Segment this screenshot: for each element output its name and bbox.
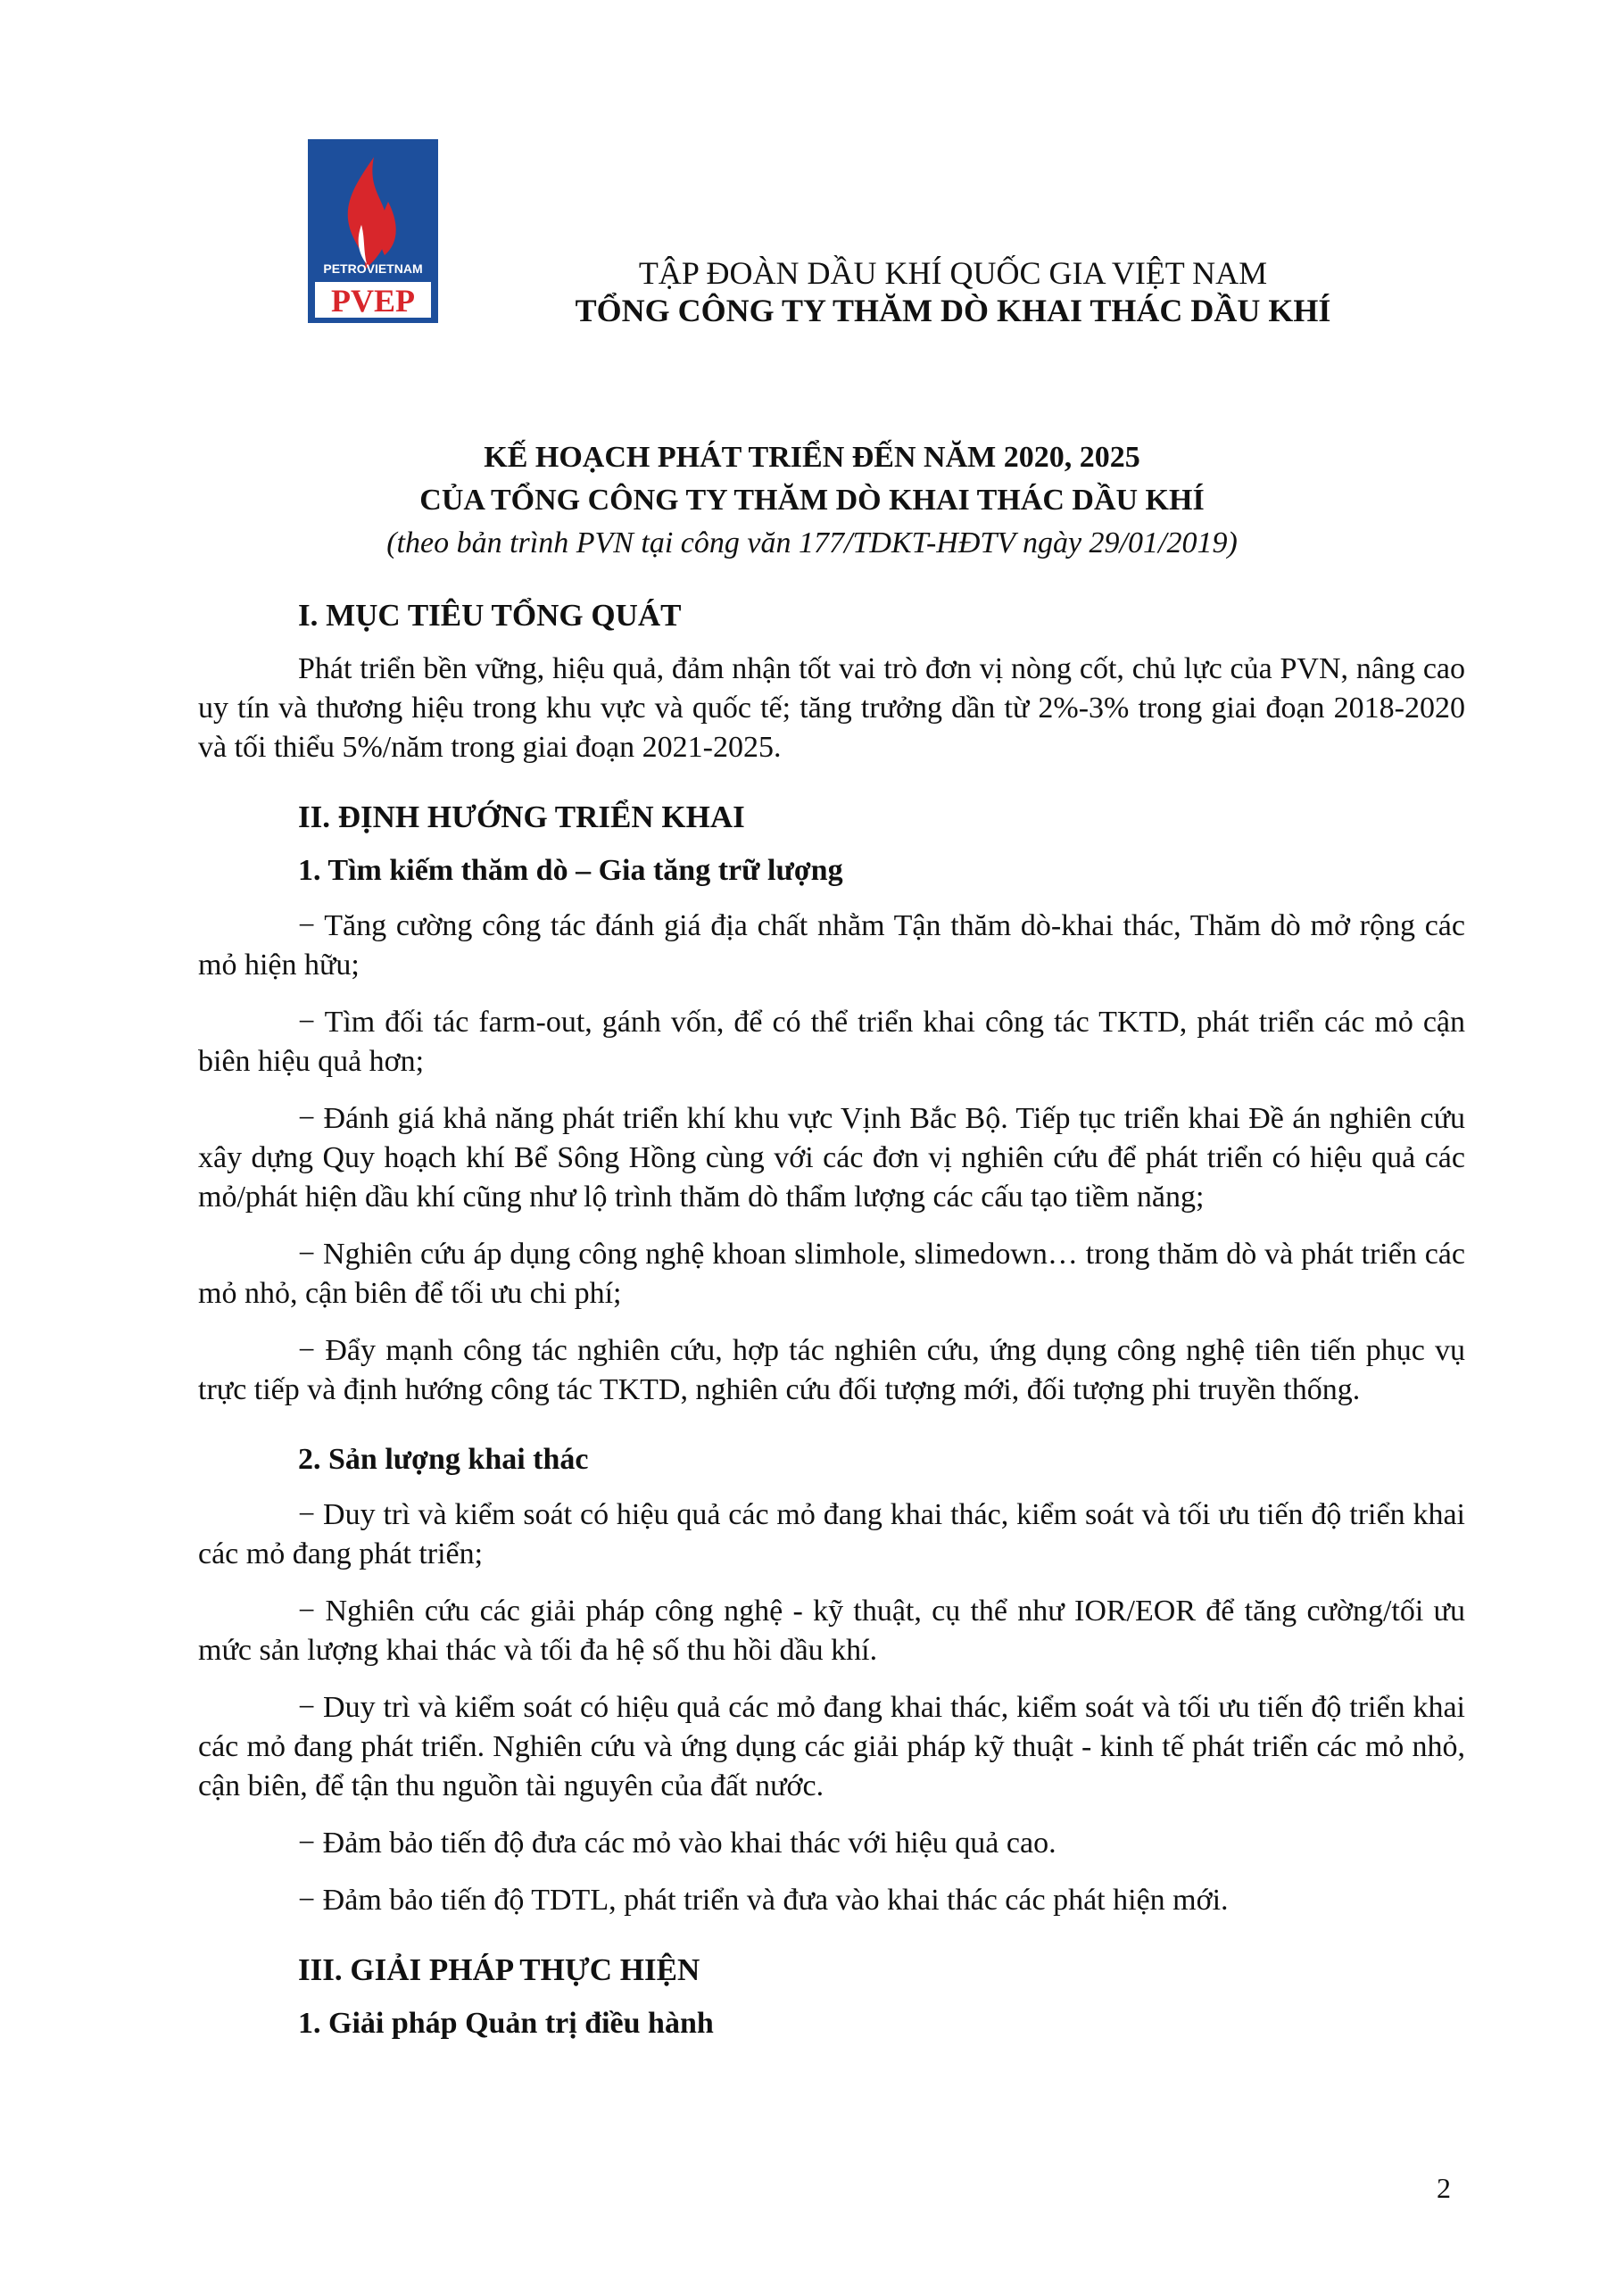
logo-brand-top: PETROVIETNAM xyxy=(323,261,423,276)
subsection-heading-2-2: 2. Sản lượng khai thác xyxy=(298,1443,589,1476)
document-title-line2: CỦA TỔNG CÔNG TY THĂM DÒ KHAI THÁC DẦU KHÍ xyxy=(419,484,1205,517)
list-item: − Đảm bảo tiến độ đưa các mỏ vào khai thác với hiệu quả cao. xyxy=(298,1827,1056,1860)
list-item: − Nghiên cứu các giải pháp công nghệ - kỹ thuật, cụ thể như IOR/EOR để tăng cường/tối ưu mức sản lượng khai thác và tối đa hệ số thu hồi dầu khí. xyxy=(198,1595,1465,1667)
list-item: − Đánh giá khả năng phát triển khí khu vực Vịnh Bắc Bộ. Tiếp tục triển khai Đề án nghiên cứu xây dựng Quy hoạch khí Bể Sông Hồng cùng với các đơn vị nghiên cứu để phát triển có hiệu quả các mỏ/phát hiện dầu khí cũng như lộ trình thăm dò thẩm lượng các cấu tạo tiềm năng; xyxy=(198,1102,1465,1214)
org-header-line1: TẬP ĐOÀN DẦU KHÍ QUỐC GIA VIỆT NAM xyxy=(638,255,1268,291)
list-item: − Tìm đối tác farm-out, gánh vốn, để có thể triển khai công tác TKTD, phát triển các mỏ cận biên hiệu quả hơn; xyxy=(198,1006,1465,1078)
section-heading-2: II. ĐỊNH HƯỚNG TRIỂN KHAI xyxy=(298,800,745,834)
section-heading-1: I. MỤC TIÊU TỔNG QUÁT xyxy=(298,598,682,633)
logo-brand-bottom: PVEP xyxy=(331,283,415,319)
list-item: − Tăng cường công tác đánh giá địa chất nhằm Tận thăm dò-khai thác, Thăm dò mở rộng các mỏ hiện hữu; xyxy=(198,909,1465,982)
list-item: − Đảm bảo tiến độ TDTL, phát triển và đưa vào khai thác các phát hiện mới. xyxy=(298,1884,1229,1917)
org-header-line2: TỔNG CÔNG TY THĂM DÒ KHAI THÁC DẦU KHÍ xyxy=(575,293,1331,328)
list-item: − Duy trì và kiểm soát có hiệu quả các mỏ đang khai thác, kiểm soát và tối ưu tiến độ triển khai các mỏ đang phát triển; xyxy=(198,1498,1465,1570)
section1-paragraph: Phát triển bền vững, hiệu quả, đảm nhận tốt vai trò đơn vị nòng cốt, chủ lực của PVN, nâng cao uy tín và thương hiệu trong khu vực và quốc tế; tăng trưởng dần từ 2%-3% trong giai đoạn 2018-2020 và tối thiểu 5%/năm trong giai đoạn 2021-2025. xyxy=(198,652,1465,764)
page-number: 2 xyxy=(1437,2172,1451,2204)
document-title-line1: KẾ HOẠCH PHÁT TRIỂN ĐẾN NĂM 2020, 2025 xyxy=(484,441,1140,474)
document-body xyxy=(198,596,1465,2059)
list-item: − Duy trì và kiểm soát có hiệu quả các mỏ đang khai thác, kiểm soát và tối ưu tiến độ triển khai các mỏ đang phát triển. Nghiên cứu và ứng dụng các giải pháp kỹ thuật - kinh tế phát triển các mỏ nhỏ, cận biên, để tận thu nguồn tài nguyên của đất nước. xyxy=(198,1691,1465,1802)
section-heading-3: III. GIẢI PHÁP THỰC HIỆN xyxy=(298,1952,700,1987)
list-item: − Đẩy mạnh công tác nghiên cứu, hợp tác nghiên cứu, ứng dụng công nghệ tiên tiến phục vụ trực tiếp và định hướng công tác TKTD, nghiên cứu đối tượng mới, đối tượng phi truyền thống. xyxy=(198,1334,1465,1406)
list-item: − Nghiên cứu áp dụng công nghệ khoan slimhole, slimedown… trong thăm dò và phát triển các mỏ nhỏ, cận biên để tối ưu chi phí; xyxy=(198,1238,1465,1310)
subsection-heading-2-1: 1. Tìm kiếm thăm dò – Gia tăng trữ lượng xyxy=(298,854,843,887)
document-subtitle: (theo bản trình PVN tại công văn 177/TDKT-HĐTV ngày 29/01/2019) xyxy=(386,526,1238,559)
subsection-heading-3-1: 1. Giải pháp Quản trị điều hành xyxy=(298,2007,714,2040)
